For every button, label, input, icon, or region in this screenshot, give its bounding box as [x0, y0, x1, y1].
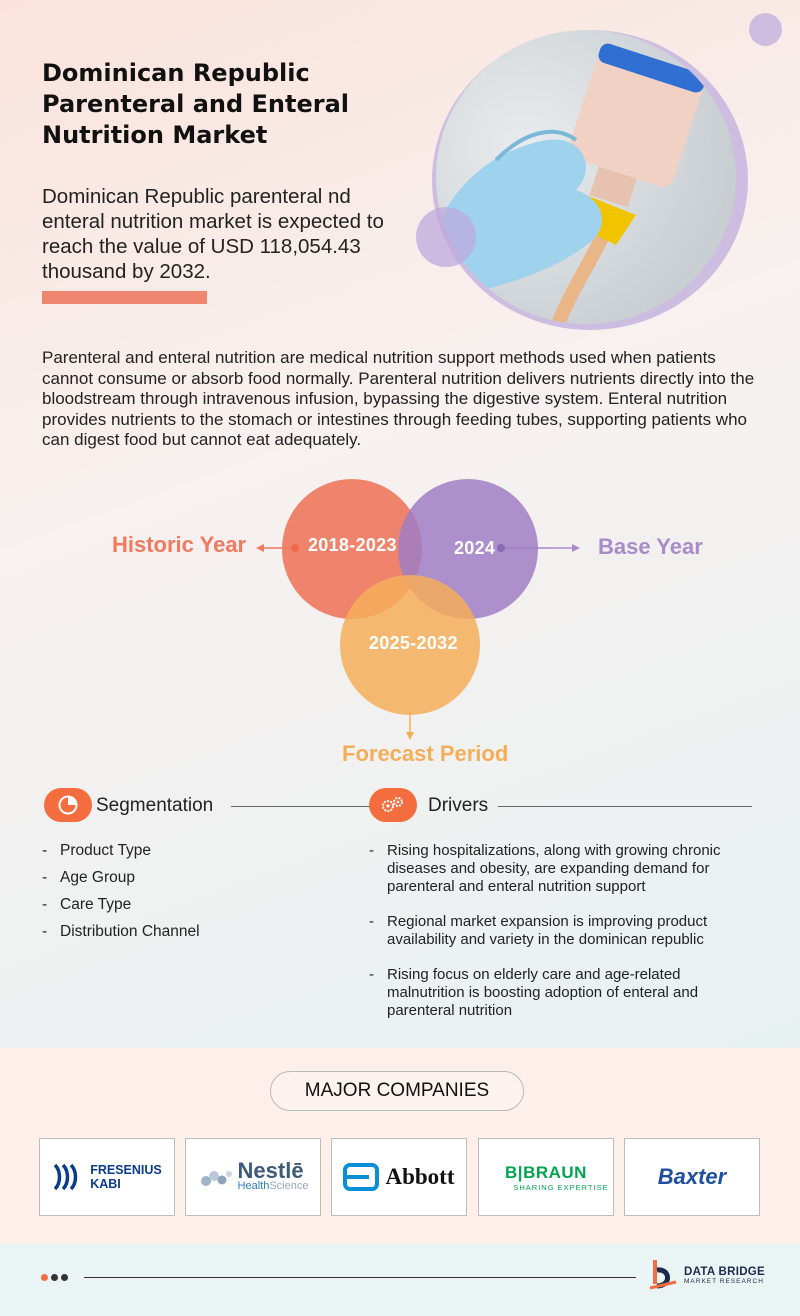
segmentation-title: Segmentation [96, 795, 214, 816]
forecast-period-label: Forecast Period [342, 741, 509, 766]
accent-bar [42, 291, 207, 304]
segmentation-list [42, 842, 200, 950]
page-title: Dominican Republic Parenteral and Enteral Nutrition Market [42, 59, 350, 149]
nestle-health-science-logo: Nestlē HealthScience [185, 1138, 321, 1216]
drivers-rule [498, 806, 752, 807]
data-bridge-mark-icon [648, 1258, 680, 1292]
historic-year-label: Historic Year [112, 532, 247, 557]
drivers-list [369, 842, 761, 1037]
historic-marker [291, 544, 299, 552]
base-year-label: Base Year [598, 534, 703, 559]
forecast-years: 2025-2032 [369, 633, 458, 653]
drivers-title: Drivers [428, 795, 489, 816]
market-headline: Dominican Republic parenteral nd enteral nutrition market is expected to reach the value of USD 118,054.43 thousand by 2032. [42, 185, 384, 283]
footer-dot [61, 1274, 68, 1281]
list-item: - Regional market expansion is improving product availability and variety in the dominican republic [369, 913, 708, 948]
list-item: - Rising focus on elderly care and age-related malnutrition is boosting adoption of enteral and parenteral nutrition [369, 966, 699, 1019]
footer-dot [51, 1274, 58, 1281]
base-years: 2024 [454, 538, 496, 558]
footer-dot [41, 1274, 48, 1281]
hero-photo-nutrition-bag [436, 30, 736, 324]
historic-years: 2018-2023 [308, 535, 397, 555]
fresenius-kabi-logo: FRESENIUS KABI [39, 1138, 175, 1216]
base-marker [497, 544, 505, 552]
list-item: - Product Type [42, 842, 152, 859]
list-item: - Age Group [42, 869, 135, 886]
list-item: - Care Type [42, 896, 132, 913]
b-braun-logo: B|BRAUN SHARING EXPERTISE [478, 1138, 614, 1216]
abbott-logo: Abbott [331, 1138, 467, 1216]
footer-rule [84, 1277, 636, 1278]
segmentation-rule [231, 806, 371, 807]
decorative-dot [749, 13, 782, 46]
list-item: - Distribution Channel [42, 923, 200, 940]
pie-chart-icon [44, 788, 92, 822]
market-description: Parenteral and enteral nutrition are medical nutrition support methods used when patients cannot consume or absorb food normally. Parenteral nutrition delivers nutrients directly into the bloodstream through intravenous infusion, bypassing the digestive system. Enteral nutrition provides nutrients to the stomach or intestines through feeding tubes, supporting patients who can digest food but cannot eat adequately. [42, 348, 755, 449]
data-bridge-logo: DATA BRIDGE MARKET RESEARCH [648, 1258, 765, 1292]
gears-icon [369, 788, 417, 822]
decorative-dot [416, 207, 476, 267]
list-item: - Rising hospitalizations, along with growing chronic diseases and obesity, are expanding demand for parenteral and enteral nutrition support [369, 842, 721, 895]
baxter-logo: Baxter [624, 1138, 760, 1216]
major-companies-title: MAJOR COMPANIES [270, 1071, 524, 1111]
